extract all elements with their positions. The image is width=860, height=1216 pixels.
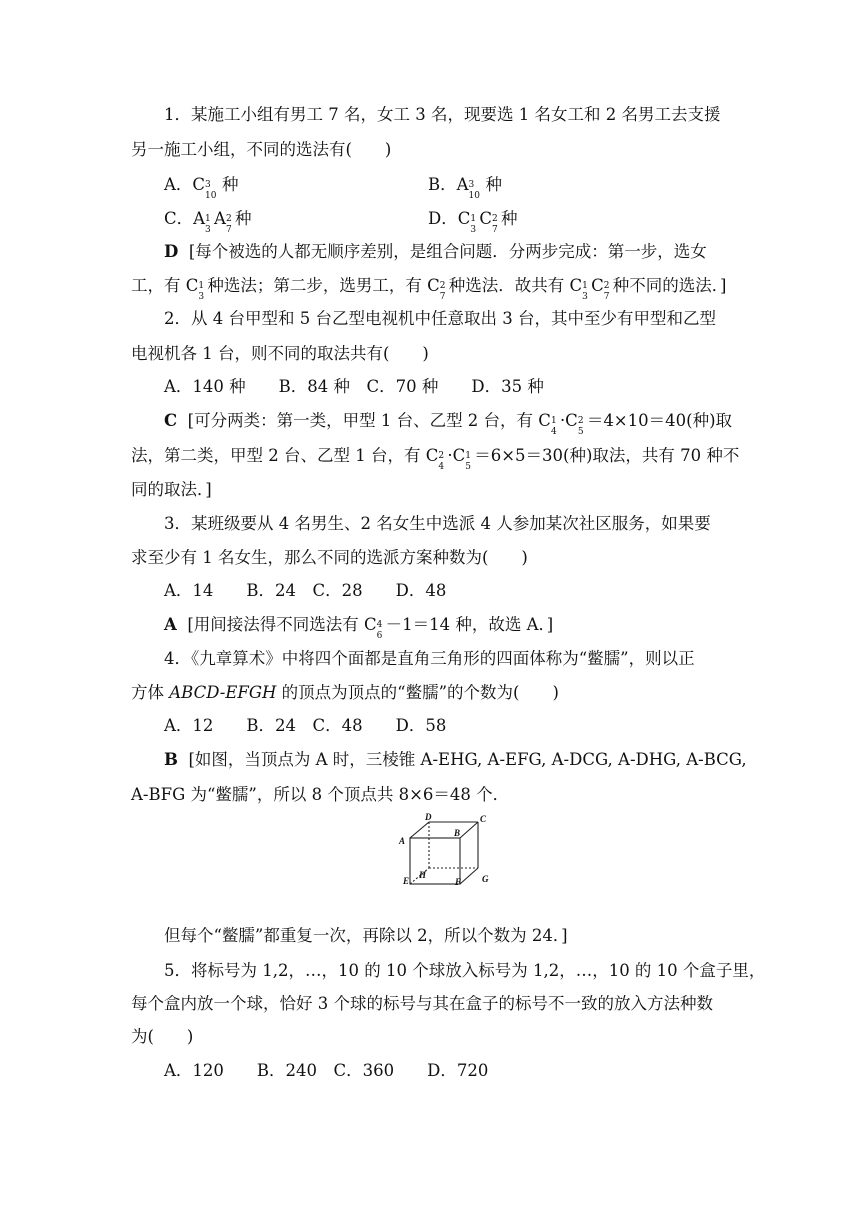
q4-answer: B [164, 750, 178, 769]
cube-label-f: F [455, 877, 462, 886]
cube-label-a: A [399, 836, 406, 846]
q2-solution-line3: 同的取法．] [131, 480, 212, 499]
cube-label-g: G [482, 874, 489, 884]
q1-option-c: C．A 1 3 A 2 7 种 [164, 209, 252, 235]
q2-stem-line2: 电视机各 1 台，则不同的取法共有( ) [131, 344, 429, 363]
q1-option-d: D．C 1 3 C 2 7 种 [428, 209, 518, 235]
q5-options: A．120 B．240 C．360 D．720 [164, 1061, 489, 1080]
q3-stem-line2: 求至少有 1 名女生，那么不同的选派方案种数为( ) [131, 548, 528, 567]
cube-figure [392, 812, 502, 886]
q2-stem-line1: 2．从 4 台甲型和 5 台乙型电视机中任意取出 3 台，其中至少有甲型和乙型 [164, 309, 716, 328]
q4-solution-line3: 但每个“鳖臑”都重复一次，再除以 2，所以个数为 24．] [164, 926, 568, 945]
q3-options: A．14 B．24 C．28 D．48 [164, 581, 447, 600]
q3-solution: A [用间接法得不同选法有 C 4 6 －1＝14 种，故选 A．] [164, 615, 554, 641]
q1-stem-line1: 1．某施工小组有男工 7 名，女工 3 名，现要选 1 名女工和 2 名男工去支援 [164, 105, 721, 124]
q1-solution-line2: 工，有 C 1 3 种选法；第二步，选男工，有 C 2 7 种选法．故共有 C 1 3 C 2 7 种不同的选法．] [131, 276, 727, 302]
q4-stem-line1: 4．《九章算术》中将四个面都是直角三角形的四面体称为“鳖臑”，则以正 [164, 649, 695, 668]
q5-stem-line1: 5．将标号为 1,2，…，10 的 10 个球放入标号为 1,2，…，10 的 10 个盒子里， [164, 961, 766, 980]
q2-answer: C [164, 411, 178, 430]
q4-stem-line2: 方体 ABCD-EFGH 的顶点为顶点的“鳖臑”的个数为( ) [131, 683, 559, 702]
q4-options: A．12 B．24 C．48 D．58 [164, 716, 447, 735]
q3-stem-line1: 3．某班级要从 4 名男生、2 名女生中选派 4 人参加某次社区服务，如果要 [164, 514, 711, 533]
q2-solution-line1: C [可分两类：第一类，甲型 1 台、乙型 2 台，有 C 1 4 ·C 2 5 ＝4×10＝40(种)取 [164, 411, 733, 437]
cube-front-face [410, 838, 460, 884]
q1-option-b: B．A 3 10 种 [428, 175, 503, 201]
q3-answer: A [164, 615, 177, 634]
cube-edge [460, 822, 478, 838]
cube-edge [460, 868, 478, 884]
cube-label-h: H [419, 870, 427, 880]
cube-label-e: E [403, 876, 410, 886]
q5-stem-line3: 为( ) [131, 1027, 194, 1046]
q1-options-row1 [164, 174, 644, 201]
q2-options: A．140 种 B．84 种 C．70 种 D．35 种 [164, 377, 544, 396]
q2-solution-line2: 法，第二类，甲型 2 台、乙型 1 台，有 C 2 4 ·C 1 5 ＝6×5＝30(种)取法，共有 70 种不 [131, 446, 740, 472]
q1-option-a: A．C 3 10 种 [164, 175, 239, 201]
q4-solution-line2: A-BFG 为“鳖臑”，所以 8 个顶点共 8×6＝48 个． [131, 785, 510, 804]
q1-answer: D [164, 242, 179, 261]
q5-stem-line2: 每个盒内放一个球，恰好 3 个球的标号与其在盒子的标号不一致的放入方法种数 [131, 994, 713, 1013]
q4-solution-line1: B [如图，当顶点为 A 时，三棱锥 A-EHG, A-EFG, A-DCG, A-DHG, A-BCG, [164, 750, 747, 769]
cube-edge [410, 822, 429, 838]
cube-label-b: B [454, 828, 461, 838]
cube-label-c: C [480, 814, 487, 824]
q1-stem-line2: 另一施工小组，不同的选法有( ) [131, 140, 392, 159]
q1-options-row2 [164, 208, 644, 235]
q1-solution-line1: D [每个被选的人都无顺序差别，是组合问题．分两步完成：第一步，选女 [164, 242, 707, 261]
cube-label-d: D [425, 812, 432, 822]
